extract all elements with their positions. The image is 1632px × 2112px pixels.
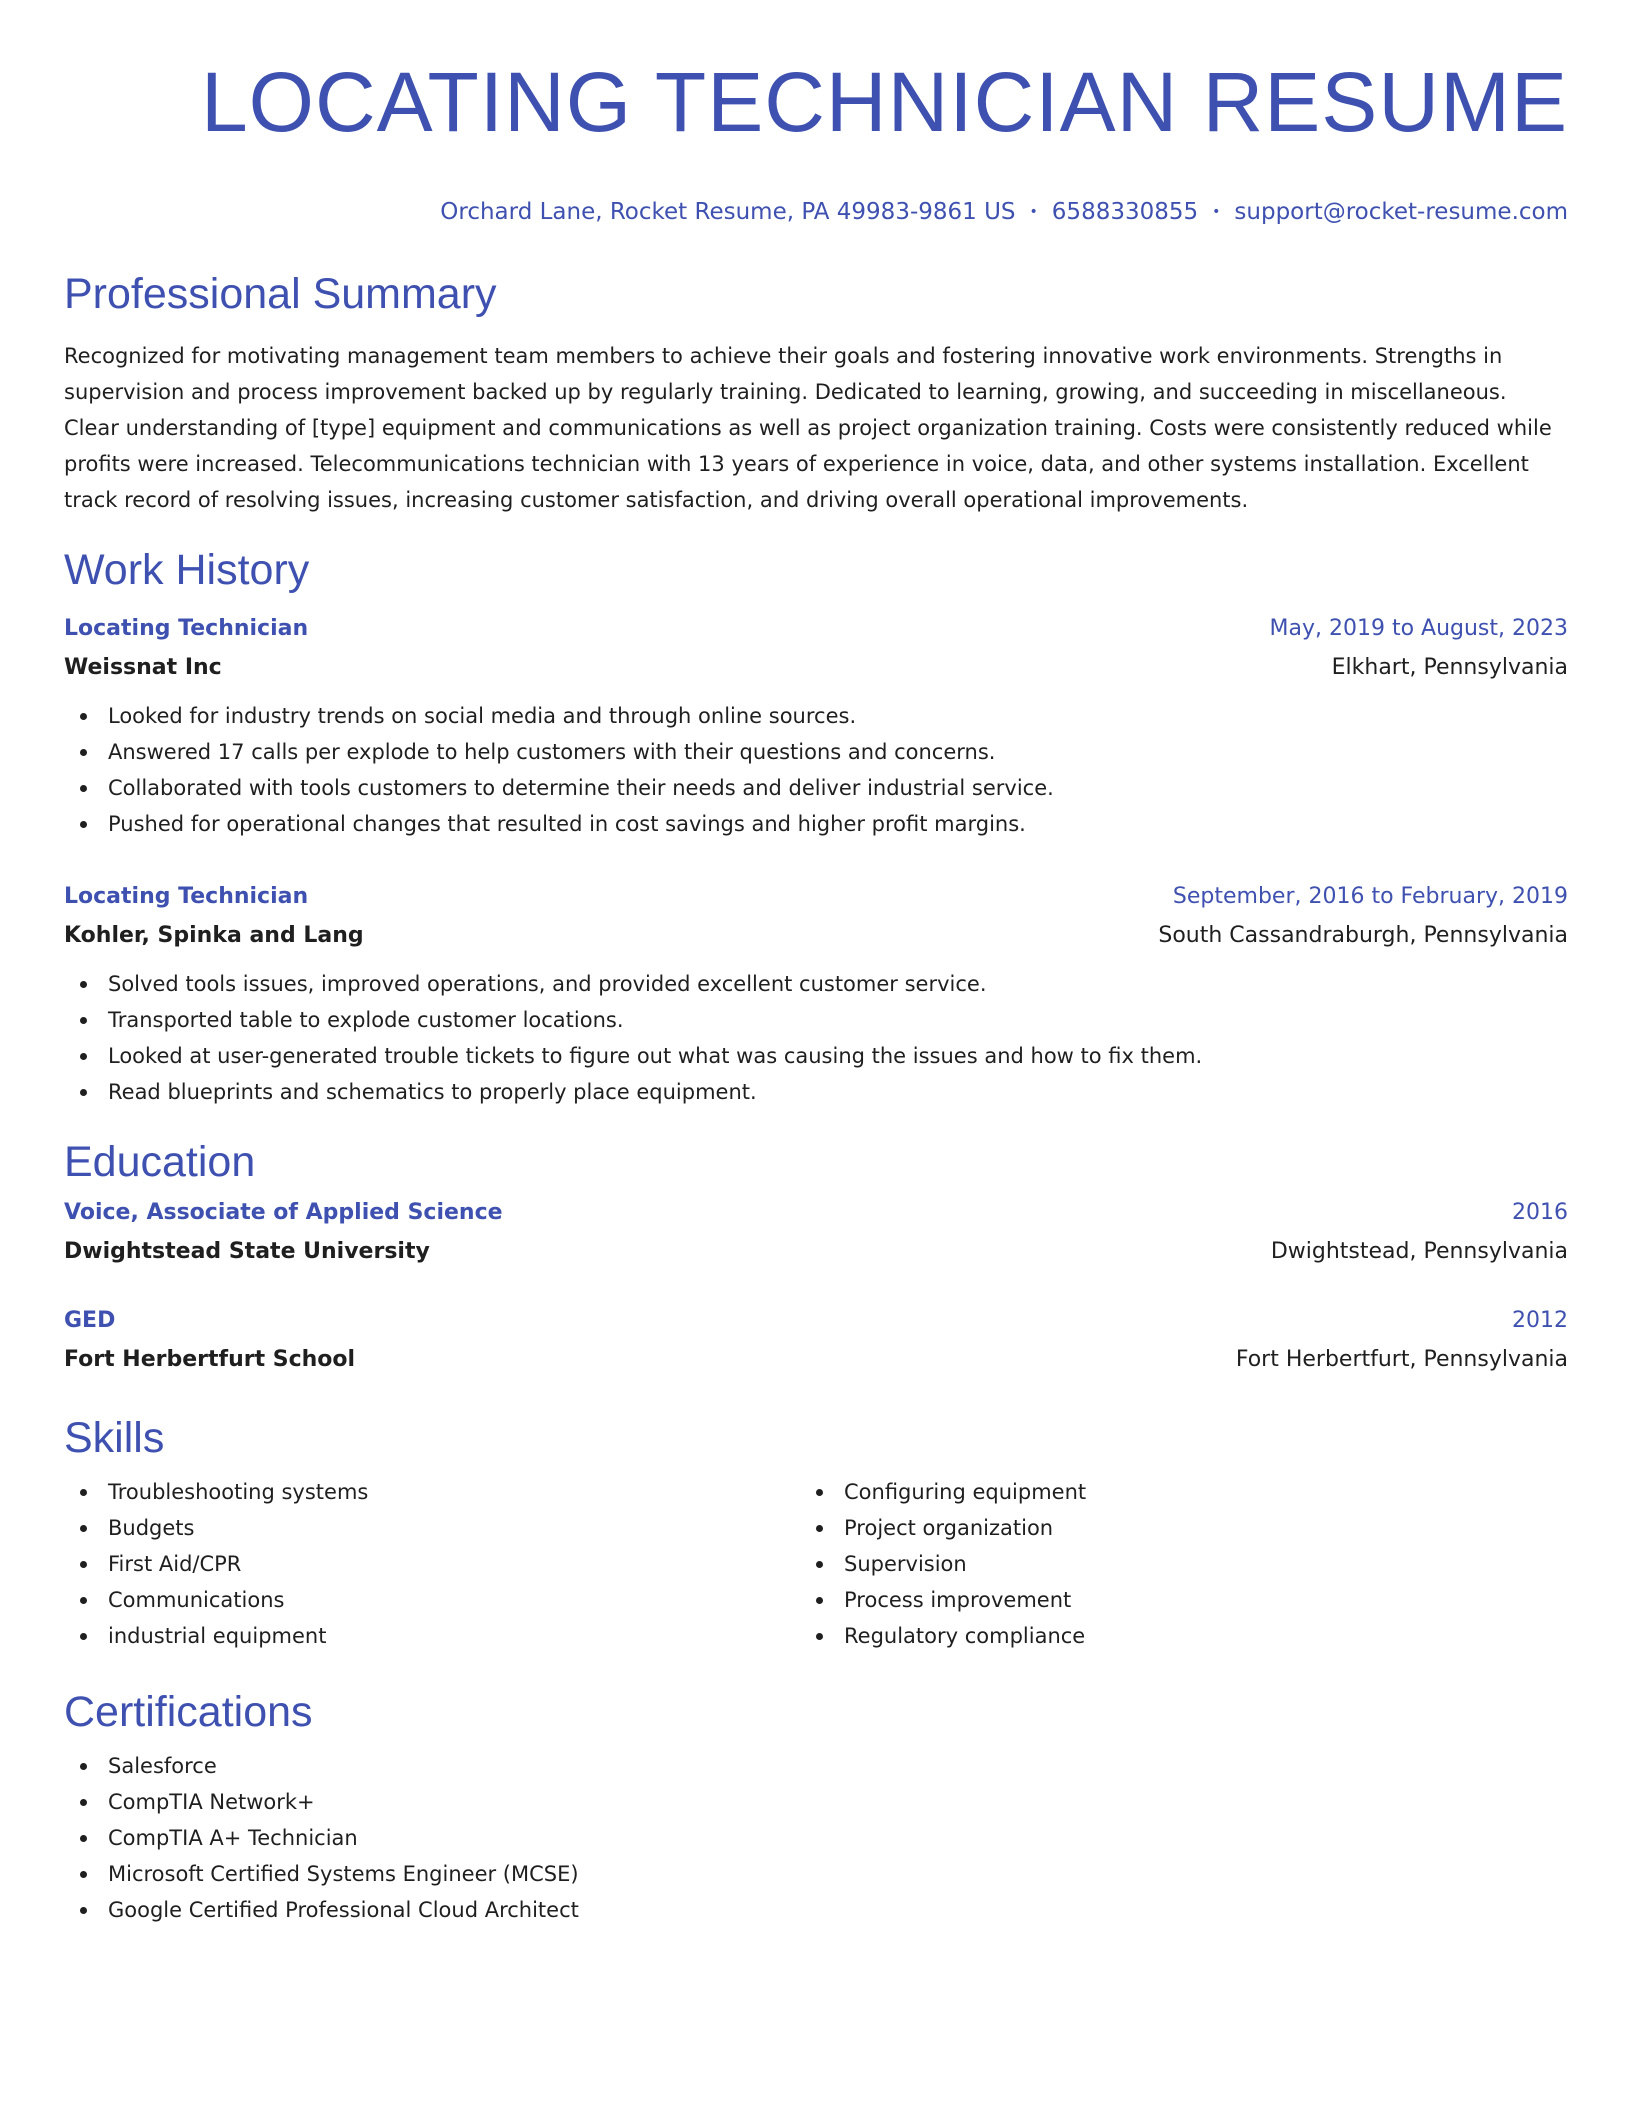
section-title-education: Education bbox=[64, 1138, 256, 1186]
contact-address: Orchard Lane, Rocket Resume, PA 49983-9861 US bbox=[440, 199, 1016, 225]
section-title-summary: Professional Summary bbox=[64, 270, 497, 318]
job-entry bbox=[64, 610, 1568, 842]
list-item: Looked for industry trends on social media and through online sources. bbox=[64, 698, 1568, 734]
separator-dot: • bbox=[1029, 204, 1038, 220]
job-entry bbox=[64, 878, 1568, 1110]
resume-header bbox=[64, 0, 1568, 228]
education-location: Dwightstead, Pennsylvania bbox=[1270, 1239, 1568, 1264]
job-company: Weissnat Inc bbox=[64, 655, 222, 680]
list-item: Process improvement bbox=[800, 1582, 1536, 1618]
list-item: industrial equipment bbox=[64, 1618, 800, 1654]
list-item: Supervision bbox=[800, 1546, 1536, 1582]
list-item: CompTIA A+ Technician bbox=[64, 1820, 1568, 1856]
skills-section bbox=[64, 1410, 1568, 1654]
job-duties-list bbox=[64, 698, 1568, 842]
education-entry bbox=[64, 1194, 1568, 1272]
skills-grid bbox=[64, 1474, 1568, 1654]
job-location: Elkhart, Pennsylvania bbox=[1331, 655, 1568, 680]
list-item: Looked at user-generated trouble tickets to figure out what was causing the issues and how to fix them. bbox=[64, 1038, 1568, 1074]
job-role: Locating Technician bbox=[64, 616, 309, 641]
section-title-work-history: Work History bbox=[64, 546, 310, 594]
job-company: Kohler, Spinka and Lang bbox=[64, 923, 364, 948]
certifications-section bbox=[64, 1684, 1568, 1928]
summary-text: Recognized for motivating management team members to achieve their goals and fostering innovative work environments. Strengths in supervision and process improvement backed up by regularly training. Dedicated to learning, growing, and succeeding in miscellaneous. Clear understanding of [type] equipment and communications as well as project organization training. Costs were consistently reduced while profits were increased. Telecommunications technician with 13 years of experience in voice, data, and other systems installation. Excellent track record of resolving issues, increasing customer satisfaction, and driving overall operational improvements. bbox=[64, 344, 1552, 512]
list-item: Microsoft Certified Systems Engineer (MCSE) bbox=[64, 1856, 1568, 1892]
education-location: Fort Herbertfurt, Pennsylvania bbox=[1235, 1347, 1568, 1372]
education-year: 2012 bbox=[1512, 1308, 1568, 1333]
list-item: Salesforce bbox=[64, 1748, 1568, 1784]
list-item: Pushed for operational changes that resulted in cost savings and higher profit margins. bbox=[64, 806, 1568, 842]
section-title-certifications: Certifications bbox=[64, 1688, 313, 1736]
list-item: Transported table to explode customer locations. bbox=[64, 1002, 1568, 1038]
skills-list-left bbox=[64, 1474, 800, 1654]
skills-list-right bbox=[800, 1474, 1536, 1654]
job-dates: May, 2019 to August, 2023 bbox=[1269, 616, 1568, 641]
list-item: Configuring equipment bbox=[800, 1474, 1536, 1510]
separator-dot: • bbox=[1212, 204, 1221, 220]
job-role: Locating Technician bbox=[64, 884, 309, 909]
list-item: Read blueprints and schematics to properly place equipment. bbox=[64, 1074, 1568, 1110]
education-degree: Voice, Associate of Applied Science bbox=[64, 1200, 503, 1225]
work-history-section bbox=[64, 542, 1568, 1110]
certifications-list bbox=[64, 1748, 1568, 1928]
list-item: Answered 17 calls per explode to help customers with their questions and concerns. bbox=[64, 734, 1568, 770]
contact-email: support@rocket-resume.com bbox=[1234, 199, 1568, 225]
education-school: Dwightstead State University bbox=[64, 1239, 430, 1264]
list-item: Troubleshooting systems bbox=[64, 1474, 800, 1510]
list-item: Project organization bbox=[800, 1510, 1536, 1546]
list-item: Google Certified Professional Cloud Architect bbox=[64, 1892, 1568, 1928]
education-school: Fort Herbertfurt School bbox=[64, 1347, 356, 1372]
contact-line bbox=[64, 196, 1568, 228]
job-duties-list bbox=[64, 966, 1568, 1110]
education-entry bbox=[64, 1302, 1568, 1380]
section-title-skills: Skills bbox=[64, 1414, 165, 1462]
contact-phone: 6588330855 bbox=[1051, 199, 1199, 225]
list-item: Communications bbox=[64, 1582, 800, 1618]
list-item: Regulatory compliance bbox=[800, 1618, 1536, 1654]
summary-section bbox=[64, 266, 1568, 518]
education-section bbox=[64, 1134, 1568, 1380]
list-item: CompTIA Network+ bbox=[64, 1784, 1568, 1820]
job-dates: September, 2016 to February, 2019 bbox=[1172, 884, 1568, 909]
education-year: 2016 bbox=[1512, 1200, 1568, 1225]
resume-title: LOCATING TECHNICIAN RESUME bbox=[200, 55, 1568, 149]
list-item: Collaborated with tools customers to determine their needs and deliver industrial service. bbox=[64, 770, 1568, 806]
job-location: South Cassandraburgh, Pennsylvania bbox=[1158, 923, 1568, 948]
list-item: Budgets bbox=[64, 1510, 800, 1546]
list-item: Solved tools issues, improved operations, and provided excellent customer service. bbox=[64, 966, 1568, 1002]
education-degree: GED bbox=[64, 1308, 116, 1333]
list-item: First Aid/CPR bbox=[64, 1546, 800, 1582]
